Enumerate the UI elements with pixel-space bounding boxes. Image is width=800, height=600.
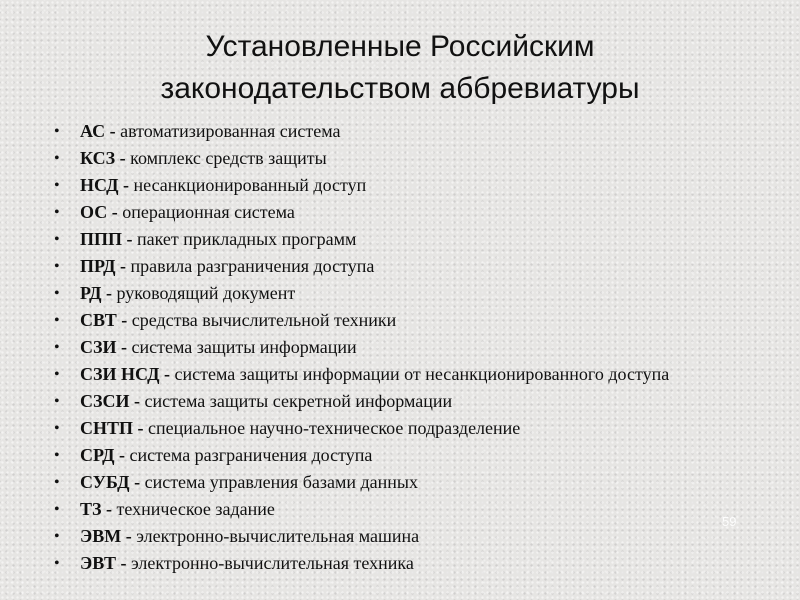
abbreviation-definition: несанкционированный доступ: [133, 175, 367, 195]
abbreviation-term: СЗСИ: [80, 391, 130, 411]
slide-title: [40, 26, 760, 110]
abbreviation-item: [52, 257, 752, 276]
bullet-icon: •: [54, 204, 60, 221]
separator-dash: -: [134, 472, 141, 492]
separator-dash: -: [118, 445, 125, 465]
abbreviation-term: ПРД: [80, 256, 116, 276]
abbreviation-term: ТЗ: [80, 499, 102, 519]
slide-title-line-1: Установленные Российским: [205, 30, 595, 63]
abbreviation-definition: электронно-вычислительная машина: [136, 526, 420, 546]
abbreviation-item: [52, 311, 752, 330]
abbreviation-item: [52, 122, 752, 141]
bullet-icon: •: [54, 528, 60, 545]
separator-dash: -: [111, 202, 118, 222]
abbreviation-item: [52, 203, 752, 222]
abbreviation-definition: система управления базами данных: [144, 472, 418, 492]
abbreviation-item: [52, 473, 752, 492]
abbreviation-definition: комплекс средств защиты: [130, 148, 327, 168]
separator-dash: -: [126, 229, 133, 249]
bullet-icon: •: [54, 177, 60, 194]
bullet-icon: •: [54, 420, 60, 437]
bullet-icon: •: [54, 555, 60, 572]
abbreviation-term: ЭВМ: [80, 526, 122, 546]
separator-dash: -: [123, 175, 129, 195]
abbreviation-term: СНТП: [80, 418, 134, 438]
abbreviation-definition: операционная система: [122, 202, 295, 222]
separator-dash: -: [134, 391, 140, 411]
separator-dash: -: [125, 526, 132, 546]
abbreviation-definition: средства вычислительной техники: [131, 310, 397, 330]
separator-dash: -: [121, 337, 128, 357]
abbreviation-definition: техническое задание: [116, 499, 275, 519]
abbreviation-item: [52, 527, 752, 546]
bullet-icon: •: [54, 393, 60, 410]
abbreviation-term: СУБД: [80, 472, 130, 492]
separator-dash: -: [105, 283, 112, 303]
bullet-icon: •: [54, 231, 60, 248]
abbreviation-term: АС: [80, 121, 106, 141]
slide-number: 59: [722, 514, 737, 529]
abbreviation-term: КСЗ: [80, 148, 116, 168]
separator-dash: -: [120, 553, 127, 573]
abbreviation-term: ЭВТ: [80, 553, 116, 573]
abbreviation-definition: пакет прикладных программ: [137, 229, 357, 249]
abbreviation-list: [52, 122, 752, 581]
abbreviation-term: РД: [80, 283, 102, 303]
abbreviation-term: СЗИ НСД: [80, 364, 160, 384]
abbreviation-definition: автоматизированная система: [120, 121, 341, 141]
bullet-icon: •: [54, 339, 60, 356]
abbreviation-item: [52, 500, 752, 519]
bullet-icon: •: [54, 258, 60, 275]
abbreviation-item: [52, 284, 752, 303]
abbreviation-item: [52, 392, 752, 411]
abbreviation-term: СРД: [80, 445, 115, 465]
abbreviation-definition: правила разграничения доступа: [130, 256, 375, 276]
abbreviation-item: [52, 338, 752, 357]
abbreviation-item: [52, 176, 752, 195]
abbreviation-item: [52, 554, 752, 573]
abbreviation-definition: руководящий документ: [116, 283, 296, 303]
separator-dash: -: [121, 310, 128, 330]
abbreviation-definition: система защиты секретной информации: [144, 391, 453, 411]
abbreviation-definition: специальное научно-техническое подразделение: [148, 418, 521, 438]
separator-dash: -: [137, 418, 144, 438]
separator-dash: -: [106, 499, 113, 519]
abbreviation-definition: электронно-вычислительная техника: [130, 553, 414, 573]
abbreviation-term: ОС: [80, 202, 108, 222]
bullet-icon: •: [54, 447, 60, 464]
bullet-icon: •: [54, 150, 60, 167]
abbreviation-term: ППП: [80, 229, 123, 249]
separator-dash: -: [119, 148, 126, 168]
bullet-icon: •: [54, 312, 60, 329]
abbreviation-item: [52, 149, 752, 168]
separator-dash: -: [119, 256, 126, 276]
bullet-icon: •: [54, 501, 60, 518]
abbreviation-term: НСД: [80, 175, 119, 195]
abbreviation-item: [52, 365, 752, 384]
bullet-icon: •: [54, 285, 60, 302]
bullet-icon: •: [54, 123, 60, 140]
separator-dash: -: [109, 121, 116, 141]
abbreviation-term: СВТ: [80, 310, 117, 330]
abbreviation-item: [52, 446, 752, 465]
abbreviation-item: [52, 419, 752, 438]
abbreviation-definition: система защиты информации от несанкционированного доступа: [174, 364, 670, 384]
bullet-icon: •: [54, 474, 60, 491]
abbreviation-item: [52, 230, 752, 249]
separator-dash: -: [164, 364, 170, 384]
slide-title-line-2: законодательством аббревиатуры: [160, 72, 640, 105]
abbreviation-term: СЗИ: [80, 337, 117, 357]
bullet-icon: •: [54, 366, 60, 383]
abbreviation-definition: система разграничения доступа: [129, 445, 373, 465]
abbreviation-definition: система защиты информации: [131, 337, 357, 357]
